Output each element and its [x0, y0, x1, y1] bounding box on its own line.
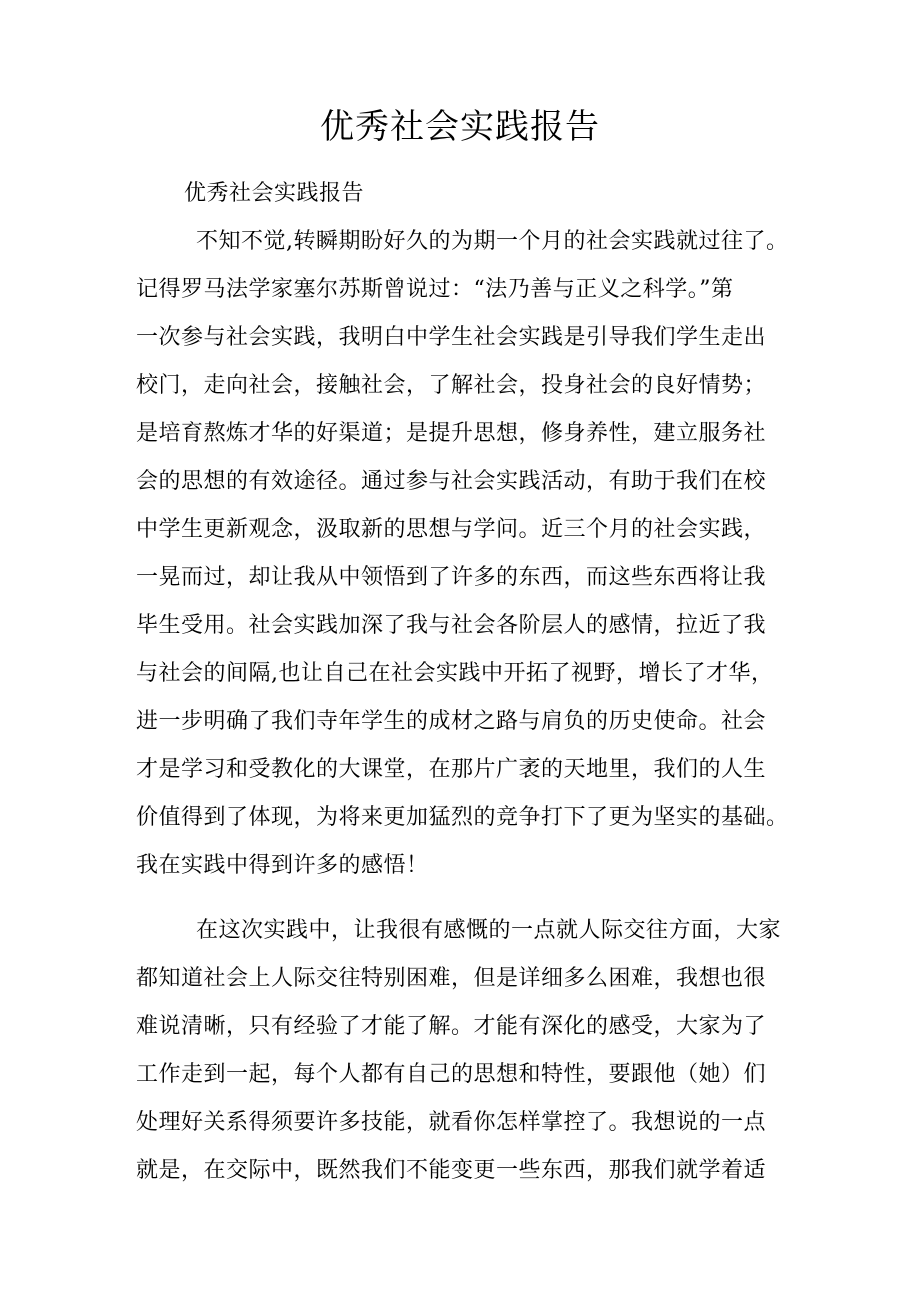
paragraph1-line: 会的思想的有效途径。通过参与社会实践活动，有助于我们在校 — [136, 469, 767, 494]
paragraph1-line: 不知不觉,转瞬期盼好久的为期一个月的社会实践就过往了。 — [196, 229, 789, 254]
paragraph2-line: 难说清晰，只有经验了才能了解。才能有深化的感受，大家为了 — [136, 1014, 767, 1039]
paragraph1-line: 毕生受用。社会实践加深了我与社会各阶层人的感情，拉近了我 — [136, 613, 767, 638]
document-title: 优秀社会实践报告 — [320, 107, 600, 147]
paragraph2-line: 工作走到一起，每个人都有自己的思想和特性，要跟他（她）们 — [136, 1062, 767, 1087]
subtitle-line: 优秀社会实践报告 — [184, 181, 365, 206]
paragraph1-line: 一晃而过，却让我从中领悟到了许多的东西，而这些东西将让我 — [136, 565, 767, 590]
paragraph2-line: 处理好关系得须要许多技能，就看你怎样掌控了。我想说的一点 — [136, 1110, 767, 1135]
paragraph1-line: 才是学习和受教化的大课堂，在那片广袤的天地里，我们的人生 — [136, 757, 767, 782]
paragraph-gap — [136, 890, 796, 907]
paragraph2-line: 就是，在交际中，既然我们不能变更一些东西，那我们就学着适 — [136, 1158, 767, 1183]
paragraph1-line: 价值得到了体现，为将来更加猛烈的竞争打下了更为坚实的基础。 — [136, 805, 789, 830]
paragraph1-line: 校门，走向社会，接触社会，了解社会，投身社会的良好情势； — [136, 373, 767, 398]
paragraph1-line: 我在实践中得到许多的感悟！ — [136, 853, 429, 878]
paragraph1-line: 记得罗马法学家塞尔苏斯曾说过：“法乃善与正义之科学。”第 — [136, 277, 734, 302]
paragraph1-line: 是培育熬炼才华的好渠道；是提升思想，修身养性，建立服务社 — [136, 421, 767, 446]
paragraph1-line: 与社会的间隔,也让自己在社会实践中开拓了视野，增长了才华， — [136, 661, 774, 686]
paragraph2-line: 在这次实践中，让我很有感慨的一点就人际交往方面，大家 — [196, 918, 782, 943]
paragraph1-line: 中学生更新观念，汲取新的思想与学问。近三个月的社会实践， — [136, 517, 767, 542]
paragraph2-line: 都知道社会上人际交往特别困难，但是详细多么困难，我想也很 — [136, 966, 767, 991]
paragraph1-line: 进一步明确了我们寺年学生的成材之路与肩负的历史使命。社会 — [136, 709, 767, 734]
document-body — [136, 170, 796, 1195]
paragraph1-line: 一次参与社会实践，我明白中学生社会实践是引导我们学生走出 — [136, 325, 767, 350]
